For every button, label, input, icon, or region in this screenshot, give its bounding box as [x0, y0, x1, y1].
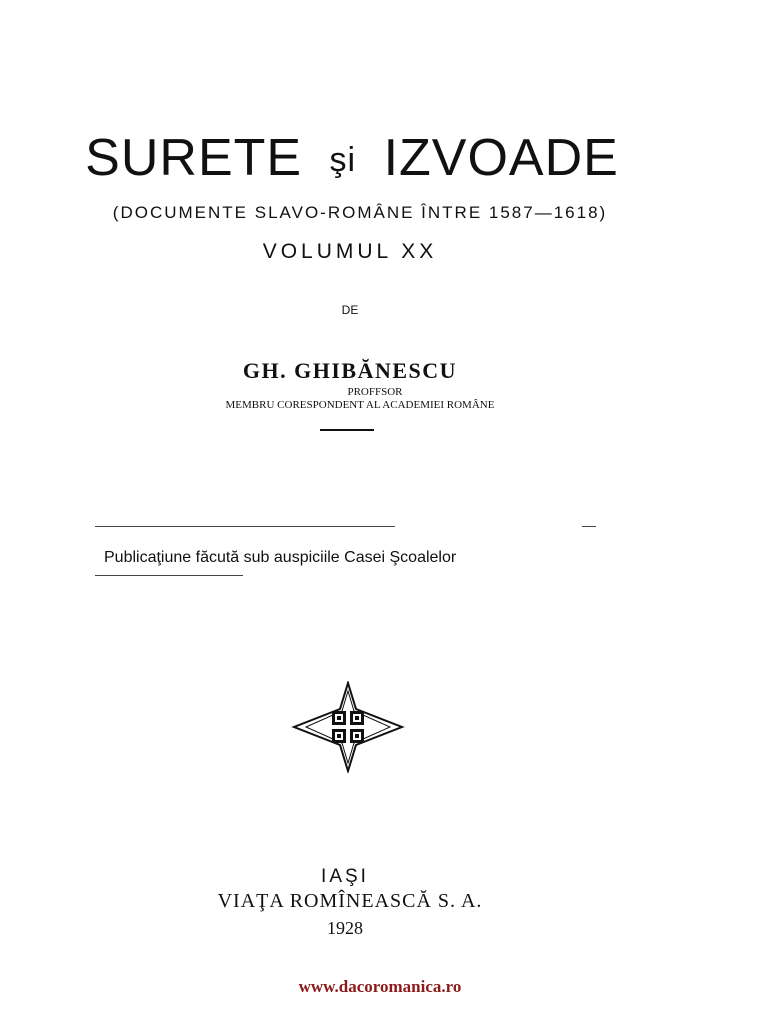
rule-bottom-left [95, 575, 243, 576]
publication-note: Publicaţiune făcută sub auspiciile Casei Şcoalelor [104, 549, 457, 566]
author-divider [320, 429, 374, 431]
publication-year: 1928 [327, 918, 363, 938]
publication-city: IAŞI [321, 866, 369, 887]
by-label: DE [341, 303, 359, 317]
author-name: GH. GHIBĂNESCU [242, 358, 458, 383]
ornament-icon [290, 681, 406, 773]
author-membership: MEMBRU CORESPONDENT AL ACADEMIEI ROMÂNE [225, 399, 495, 411]
book-title [0, 128, 704, 188]
title-part-2: IZVOADE [383, 129, 619, 187]
book-subtitle: (DOCUMENTE SLAVO-ROMÂNE ÎNTRE 1587—1618) [112, 203, 608, 222]
title-part-1: SURETE [85, 129, 303, 187]
title-connector: şi [329, 141, 357, 179]
website-link[interactable]: www.dacoromanica.ro [298, 977, 462, 996]
publisher-name: VIAŢA ROMÎNEASCĂ S. A. [217, 890, 483, 912]
author-role: PROFFSOR [347, 386, 403, 398]
volume-number: VOLUMUL XX [262, 240, 438, 263]
rule-top-right [582, 526, 596, 527]
rule-top-left [95, 526, 395, 527]
